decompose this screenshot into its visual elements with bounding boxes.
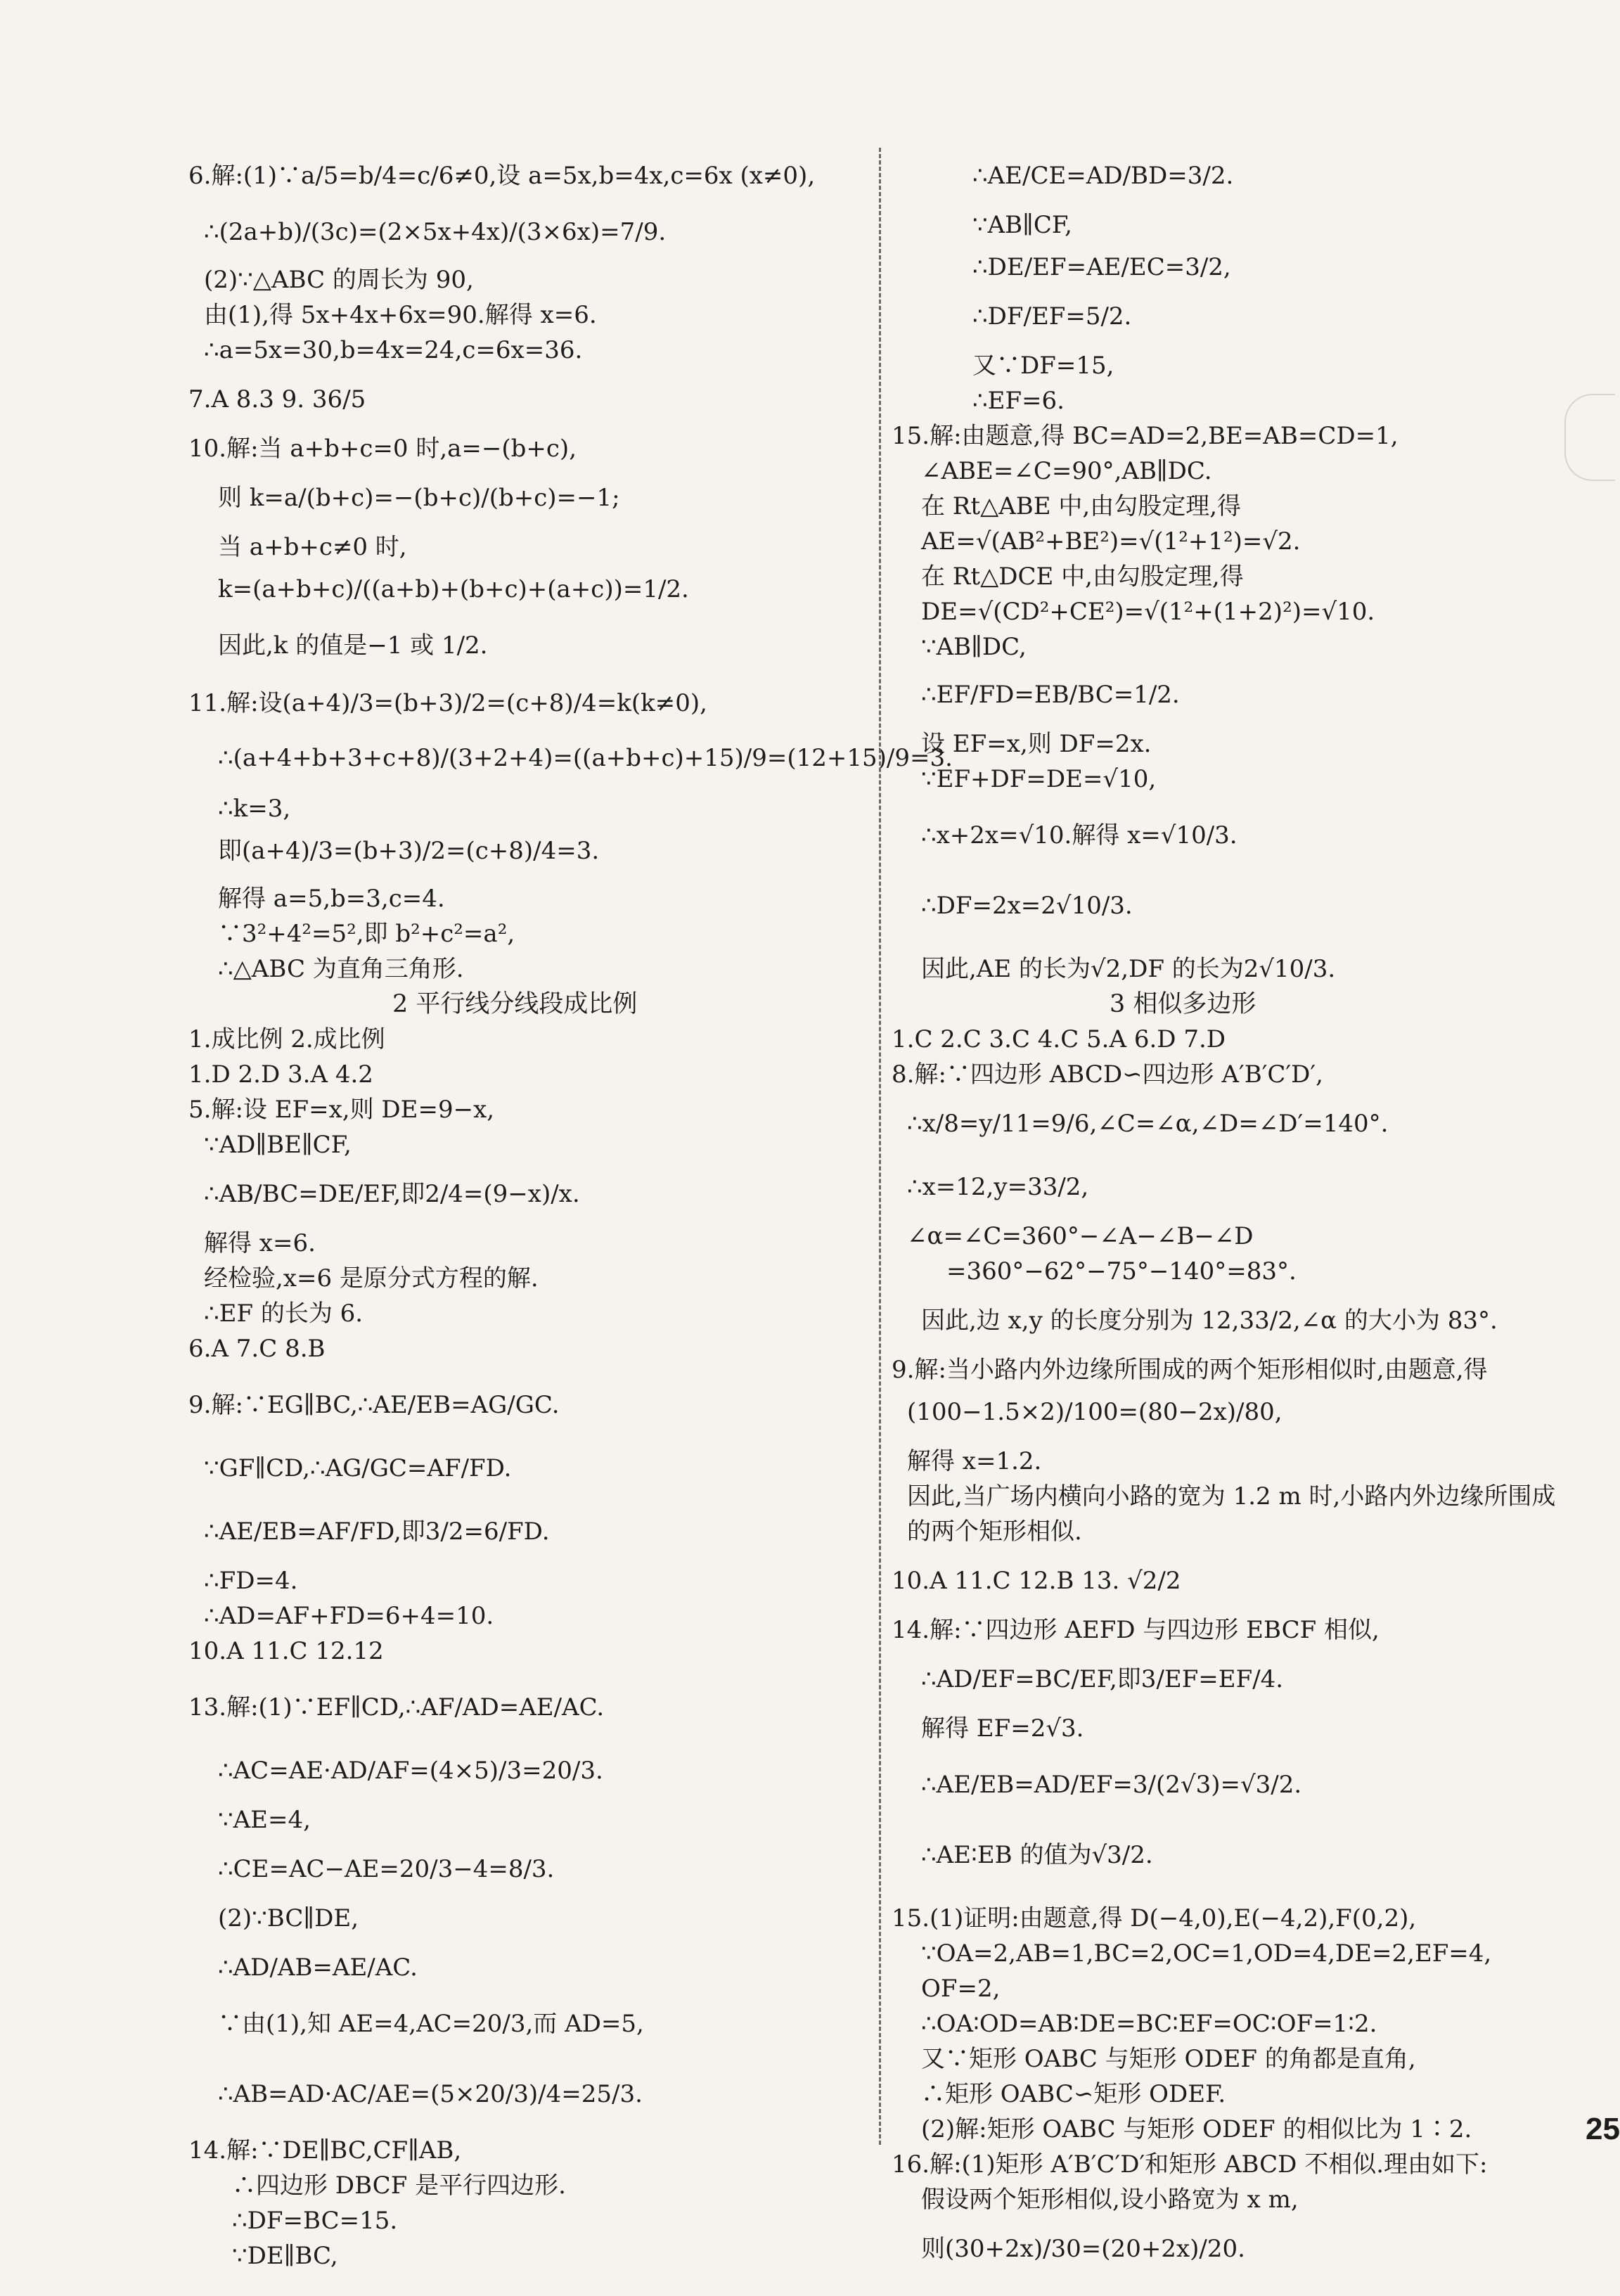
solution-line: AE=√(AB²+BE²)=√(1²+1²)=√2. [921, 527, 1301, 556]
solution-line: 1.D 2.D 3.A 4.2 [188, 1060, 373, 1089]
solution-line: ∴AD/AB=AE/AC. [218, 1954, 418, 1982]
section-heading: 2 平行线分线段成比例 [392, 990, 638, 1018]
solution-line: 解得 x=1.2. [907, 1447, 1042, 1475]
solution-line: 1.C 2.C 3.C 4.C 5.A 6.D 7.D [892, 1025, 1226, 1053]
solution-line: DE=√(CD²+CE²)=√(1²+(1+2)²)=√10. [921, 598, 1375, 626]
solution-line: ∴AB/BC=DE/EF,即2/4=(9−x)/x. [204, 1180, 580, 1208]
solution-line: 经检验,x=6 是原分式方程的解. [204, 1264, 539, 1293]
solution-line: ∴EF/FD=EB/BC=1/2. [921, 681, 1180, 709]
solution-line: 9.解:∵EG∥BC,∴AE/EB=AG/GC. [188, 1391, 560, 1419]
solution-line: 的两个矩形相似. [907, 1518, 1082, 1546]
solution-line: (100−1.5×2)/100=(80−2x)/80, [907, 1398, 1282, 1426]
solution-line: ∵DE∥BC, [232, 2242, 338, 2270]
solution-line: ∠ABE=∠C=90°,AB∥DC. [921, 457, 1212, 485]
solution-line: 11.解:设(a+4)/3=(b+3)/2=(c+8)/4=k(k≠0), [188, 689, 707, 717]
solution-line: 在 Rt△DCE 中,由勾股定理,得 [921, 563, 1244, 591]
section-heading: 3 相似多边形 [1110, 990, 1256, 1018]
solution-line: 因此,边 x,y 的长度分别为 12,33/2,∠α 的大小为 83°. [921, 1307, 1498, 1335]
solution-line: ∵AE=4, [218, 1806, 311, 1834]
solution-line: ∴AB=AD·AC/AE=(5×20/3)/4=25/3. [218, 2080, 643, 2108]
solution-line: 又∵矩形 OABC 与矩形 ODEF 的角都是直角, [921, 2045, 1416, 2073]
solution-line: 10.A 11.C 12.12 [188, 1637, 384, 1665]
solution-line: 5.解:设 EF=x,则 DE=9−x, [188, 1096, 495, 1124]
solution-line: 又∵DF=15, [972, 352, 1114, 380]
solution-line: 16.解:(1)矩形 A′B′C′D′和矩形 ABCD 不相似.理由如下: [892, 2150, 1488, 2179]
solution-line: 8.解:∵四边形 ABCD∽四边形 A′B′C′D′, [892, 1060, 1323, 1089]
page-number: 25 [1586, 2112, 1620, 2146]
solution-line: 1.成比例 2.成比例 [188, 1025, 385, 1053]
solution-line: 6.解:(1)∵a/5=b/4=c/6≠0,设 a=5x,b=4x,c=6x (x≠0), [188, 162, 816, 190]
solution-line: ∴AE/CE=AD/BD=3/2. [972, 162, 1234, 190]
solution-line: ∴OA∶OD=AB∶DE=BC∶EF=OC∶OF=1∶2. [921, 2010, 1377, 2038]
solution-line: ∴DF=BC=15. [232, 2207, 398, 2235]
solution-line: ∴AD=AF+FD=6+4=10. [204, 1602, 494, 1630]
solution-line: ∴FD=4. [204, 1567, 298, 1595]
solution-line: ∵AB∥DC, [921, 633, 1027, 661]
page-edge-mark [1564, 394, 1615, 481]
solution-line: ∴x+2x=√10.解得 x=√10/3. [921, 821, 1238, 849]
solution-line: ∴k=3, [218, 795, 291, 823]
solution-line: ∵3²+4²=5²,即 b²+c²=a², [218, 920, 515, 948]
solution-line: ∴AC=AE·AD/AF=(4×5)/3=20/3. [218, 1757, 603, 1785]
solution-line: ∠α=∠C=360°−∠A−∠B−∠D [907, 1222, 1254, 1250]
solution-line: (2)∵BC∥DE, [218, 1904, 359, 1932]
solution-line: 13.解:(1)∵EF∥CD,∴AF/AD=AE/AC. [188, 1693, 605, 1721]
solution-line: 14.解:∵四边形 AEFD 与四边形 EBCF 相似, [892, 1616, 1380, 1644]
solution-line: ∴DF=2x=2√10/3. [921, 892, 1133, 920]
solution-line: ∴x=12,y=33/2, [907, 1173, 1089, 1201]
solution-line: 7.A 8.3 9. 36/5 [188, 385, 366, 413]
solution-line: ∵GF∥CD,∴AG/GC=AF/FD. [204, 1454, 512, 1482]
column-divider [879, 148, 881, 2145]
solution-line: (2)∵△ABC 的周长为 90, [204, 266, 474, 294]
solution-line: ∴EF=6. [972, 387, 1065, 415]
solution-line: 6.A 7.C 8.B [188, 1335, 326, 1363]
solution-line: 假设两个矩形相似,设小路宽为 x m, [921, 2186, 1299, 2214]
solution-line: ∵OA=2,AB=1,BC=2,OC=1,OD=4,DE=2,EF=4, [921, 1939, 1492, 1968]
solution-line: ∵由(1),知 AE=4,AC=20/3,而 AD=5, [218, 2010, 644, 2038]
solution-line: 因此,k 的值是−1 或 1/2. [218, 631, 488, 660]
solution-line: ∴x/8=y/11=9/6,∠C=∠α,∠D=∠D′=140°. [907, 1110, 1389, 1138]
solution-line: ∴矩形 OABC∽矩形 ODEF. [921, 2080, 1226, 2108]
solution-line: 当 a+b+c≠0 时, [218, 533, 407, 561]
solution-line: ∵AB∥CF, [972, 211, 1072, 239]
solution-line: ∴CE=AC−AE=20/3−4=8/3. [218, 1855, 555, 1883]
solution-line: ∴四边形 DBCF 是平行四边形. [232, 2172, 566, 2200]
solution-line: 设 EF=x,则 DF=2x. [921, 730, 1152, 758]
solution-line: ∴DE/EF=AE/EC=3/2, [972, 253, 1231, 281]
solution-line: ∵AD∥BE∥CF, [204, 1131, 352, 1159]
solution-line: 15.解:由题意,得 BC=AD=2,BE=AB=CD=1, [892, 422, 1399, 450]
solution-line: k=(a+b+c)/((a+b)+(b+c)+(a+c))=1/2. [218, 575, 689, 603]
solution-line: 14.解:∵DE∥BC,CF∥AB, [188, 2136, 462, 2164]
solution-line: ∴(2a+b)/(3c)=(2×5x+4x)/(3×6x)=7/9. [204, 218, 667, 246]
solution-line: (2)解:矩形 OABC 与矩形 ODEF 的相似比为 1∶2. [921, 2115, 1472, 2143]
solution-line: ∴AD/EF=BC/EF,即3/EF=EF/4. [921, 1665, 1284, 1693]
solution-line: =360°−62°−75°−140°=83°. [946, 1257, 1297, 1285]
solution-line: ∴AE∶EB 的值为√3/2. [921, 1841, 1153, 1869]
solution-line: 由(1),得 5x+4x+6x=90.解得 x=6. [204, 301, 597, 329]
solution-line: ∵EF+DF=DE=√10, [921, 765, 1157, 793]
solution-line: 则 k=a/(b+c)=−(b+c)/(b+c)=−1; [218, 484, 620, 512]
solution-line: ∴a=5x=30,b=4x=24,c=6x=36. [204, 336, 583, 364]
solution-line: 解得 EF=2√3. [921, 1714, 1084, 1743]
solution-line: 10.解:当 a+b+c=0 时,a=−(b+c), [188, 435, 577, 463]
solution-line: 解得 a=5,b=3,c=4. [218, 885, 445, 913]
solution-line: ∴EF 的长为 6. [204, 1300, 364, 1328]
solution-line: 解得 x=6. [204, 1229, 316, 1257]
solution-line: ∴DF/EF=5/2. [972, 302, 1132, 331]
solution-line: ∴△ABC 为直角三角形. [218, 955, 464, 983]
solution-line: 即(a+4)/3=(b+3)/2=(c+8)/4=3. [218, 837, 600, 865]
solution-line: 在 Rt△ABE 中,由勾股定理,得 [921, 492, 1241, 520]
solution-line: 因此,当广场内横向小路的宽为 1.2 m 时,小路内外边缘所围成 [907, 1482, 1556, 1511]
solution-line: 15.(1)证明:由题意,得 D(−4,0),E(−4,2),F(0,2), [892, 1904, 1417, 1932]
solution-line: 10.A 11.C 12.B 13. √2/2 [892, 1567, 1181, 1595]
solution-line: 9.解:当小路内外边缘所围成的两个矩形相似时,由题意,得 [892, 1356, 1488, 1384]
solution-line: ∴(a+4+b+3+c+8)/(3+2+4)=((a+b+c)+15)/9=(12+15)/9=3. [218, 744, 953, 772]
solution-line: ∴AE/EB=AF/FD,即3/2=6/FD. [204, 1518, 550, 1546]
solution-line: 因此,AE 的长为√2,DF 的长为2√10/3. [921, 955, 1336, 983]
solution-line: 则(30+2x)/30=(20+2x)/20. [921, 2235, 1245, 2263]
solution-line: ∴AE/EB=AD/EF=3/(2√3)=√3/2. [921, 1771, 1302, 1799]
solution-line: OF=2, [921, 1975, 1001, 2003]
